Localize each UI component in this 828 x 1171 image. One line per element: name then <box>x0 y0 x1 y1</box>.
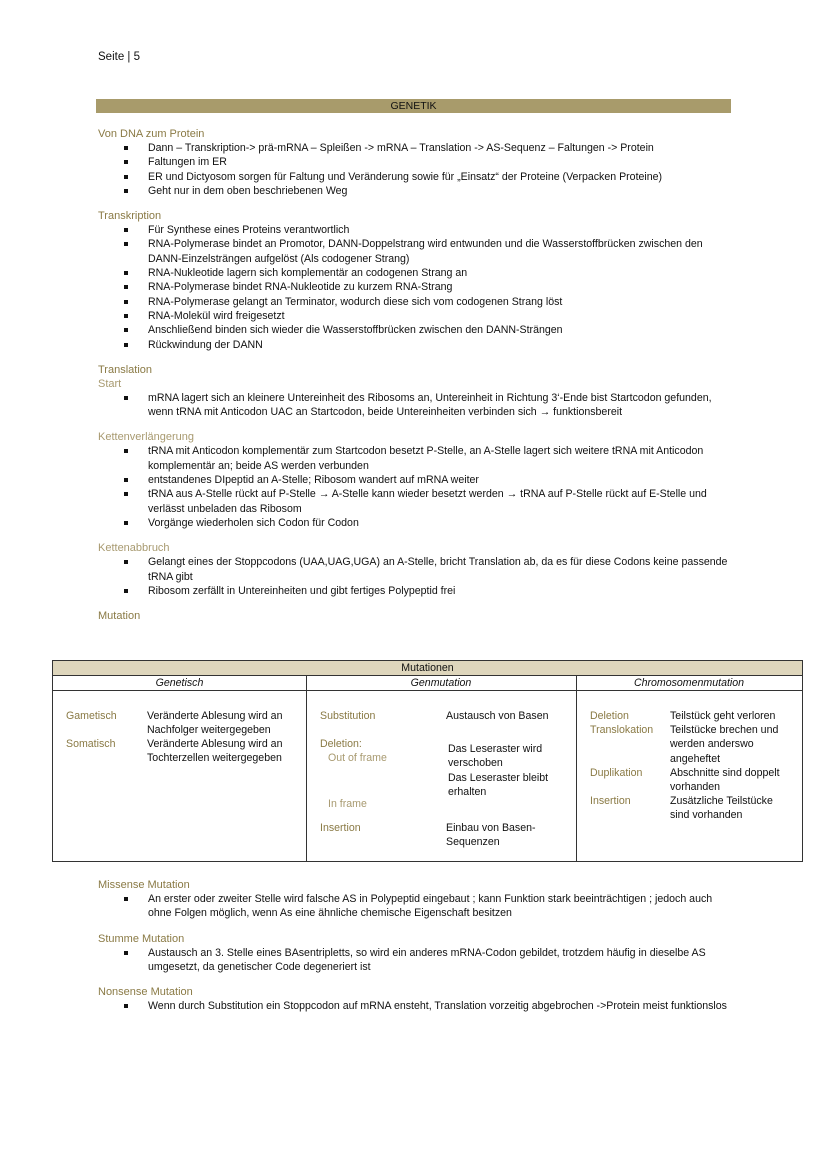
definition: Teilstücke brechen und werden anderswo angeheftet <box>670 724 779 765</box>
bullet-list <box>98 999 738 1013</box>
table-column-chromosomenmutation <box>576 676 802 861</box>
list-item: mRNA lagert sich an kleinere Untereinheit des Ribosoms an, Untereinheit in Richtung 3‘-Ende bist Startcodon gefunden, wenn tRNA mit Anticodon UAC an Startcodon, beide Untereinheiten verbinden sich → funktionsbereit <box>98 391 738 420</box>
subsection-heading: Kettenverlängerung <box>98 431 195 444</box>
list-item: tRNA mit Anticodon komplementär zum Startcodon besetzt P-Stelle, an A-Stelle lagert sich weitere tRNA mit Anticodon komplementär an; beide AS werden verbunden <box>98 444 738 473</box>
list-item: Rückwindung der DANN <box>98 338 738 352</box>
list-item: RNA-Nukleotide lagern sich komplementär an codogenen Strang an <box>98 266 738 280</box>
list-item: Wenn durch Substitution ein Stoppcodon auf mRNA ensteht, Translation vorzeitig abgebrochen ->Protein meist funktionslos <box>98 999 738 1013</box>
definition: Austausch von Basen <box>446 710 549 722</box>
term: Deletion <box>590 710 629 722</box>
subsection-heading: Start <box>98 377 122 390</box>
bullet-list <box>98 946 738 975</box>
list-item: Austausch an 3. Stelle eines BAsentripletts, so wird ein anderes mRNA-Codon gebildet, trotzdem häufig in dieselbe AS umgesetzt, da genetischer Code degeneriert ist <box>98 946 738 975</box>
definition: Einbau von Basen-Sequenzen <box>446 822 536 849</box>
section-heading: Nonsense Mutation <box>98 986 193 999</box>
definition: Veränderte Ablesung wird an Nachfolger weitergegeben <box>147 710 283 737</box>
definition: Veränderte Ablesung wird an Tochterzellen weitergegeben <box>147 738 283 765</box>
definition: Das Leseraster bleibt erhalten <box>448 772 549 799</box>
list-item: An erster oder zweiter Stelle wird falsche AS in Polypeptid eingebaut ; kann Funktion stark beeinträchtigen ; jedoch auch ohne Folgen möglich, wenn As eine ähnliche chemische Eigenschaft besitzen <box>98 892 738 921</box>
section-heading: Von DNA zum Protein <box>98 128 205 140</box>
page-number: Seite | 5 <box>98 51 140 63</box>
bullet-list <box>98 555 738 598</box>
term: Duplikation <box>590 767 643 779</box>
term: Deletion: <box>320 738 362 750</box>
column-header: Genmutation <box>306 676 576 691</box>
term: Out of frame <box>328 752 387 764</box>
table-caption: Mutationen <box>53 661 802 676</box>
section-heading: Mutation <box>98 610 141 623</box>
term: Insertion <box>320 822 361 834</box>
list-item: Für Synthese eines Proteins verantwortlich <box>98 223 738 237</box>
mutation-types <box>98 878 738 1013</box>
bullet-list <box>98 141 738 198</box>
definition: Zusätzliche Teilstücke sind vorhanden <box>670 795 773 822</box>
bullet-list <box>98 892 738 921</box>
list-item: tRNA aus A-Stelle rückt auf P-Stelle → A-Stelle kann wieder besetzt werden → tRNA auf P-Stelle rückt auf E-Stelle und verlässt unbeladen das Ribosom <box>98 487 738 516</box>
list-item: Anschließend binden sich wieder die Wasserstoffbrücken zwischen den DANN-Strängen <box>98 323 738 337</box>
definition: Das Leseraster wird verschoben <box>448 743 543 770</box>
column-header: Genetisch <box>53 676 306 691</box>
subsection-heading: Kettenabbruch <box>98 542 170 555</box>
list-item: Vorgänge wiederholen sich Codon für Codon <box>98 516 738 530</box>
list-item: Gelangt eines der Stoppcodons (UAA,UAG,UGA) an A-Stelle, bricht Translation ab, da es für diese Codons keine passende tRNA gibt <box>98 555 738 584</box>
list-item: RNA-Polymerase bindet RNA-Nukleotide zu kurzem RNA-Strang <box>98 280 738 294</box>
list-item: RNA-Molekül wird freigesetzt <box>98 309 738 323</box>
section-banner: GENETIK <box>96 99 731 113</box>
section-heading: Translation <box>98 363 153 376</box>
mutations-table <box>52 660 803 862</box>
list-item: Geht nur in dem oben beschriebenen Weg <box>98 184 738 198</box>
term: Translokation <box>590 724 654 736</box>
list-item: entstandenes DIpeptid an A-Stelle; Ribosom wandert auf mRNA weiter <box>98 473 738 487</box>
definition: Teilstück geht verloren <box>670 710 776 722</box>
section-heading: Transkription <box>98 210 162 223</box>
table-column-genetisch <box>53 676 307 861</box>
list-item: RNA-Polymerase bindet an Promotor, DANN-Doppelstrang wird entwunden und die Wasserstoffbrücken zwischen den DANN-Einzelsträngen aufgelöst (Als codogener Strang) <box>98 237 738 266</box>
main-content <box>98 127 738 623</box>
bullet-list <box>98 223 738 352</box>
list-item: Ribosom zerfällt in Untereinheiten und gibt fertiges Polypeptid frei <box>98 584 738 598</box>
bullet-list <box>98 444 738 530</box>
term: Insertion <box>590 795 631 807</box>
list-item: Dann – Transkription-> prä-mRNA – Spleißen -> mRNA – Translation -> AS-Sequenz – Faltungen -> Protein <box>98 141 738 155</box>
term: In frame <box>328 798 367 810</box>
definition: Abschnitte sind doppelt vorhanden <box>670 767 780 794</box>
list-item: Faltungen im ER <box>98 155 738 169</box>
term: Gametisch <box>66 710 117 722</box>
term: Substitution <box>320 710 376 722</box>
section-heading: Missense Mutation <box>98 879 190 891</box>
column-header: Chromosomenmutation <box>576 676 802 691</box>
term: Somatisch <box>66 738 116 750</box>
section-heading: Stumme Mutation <box>98 932 185 945</box>
list-item: ER und Dictyosom sorgen für Faltung und Veränderung sowie für „Einsatz“ der Proteine (Verpacken Proteine) <box>98 170 738 184</box>
table-column-genmutation <box>306 676 577 861</box>
bullet-list <box>98 391 738 420</box>
list-item: RNA-Polymerase gelangt an Terminator, wodurch diese sich vom codogenen Strang löst <box>98 295 738 309</box>
